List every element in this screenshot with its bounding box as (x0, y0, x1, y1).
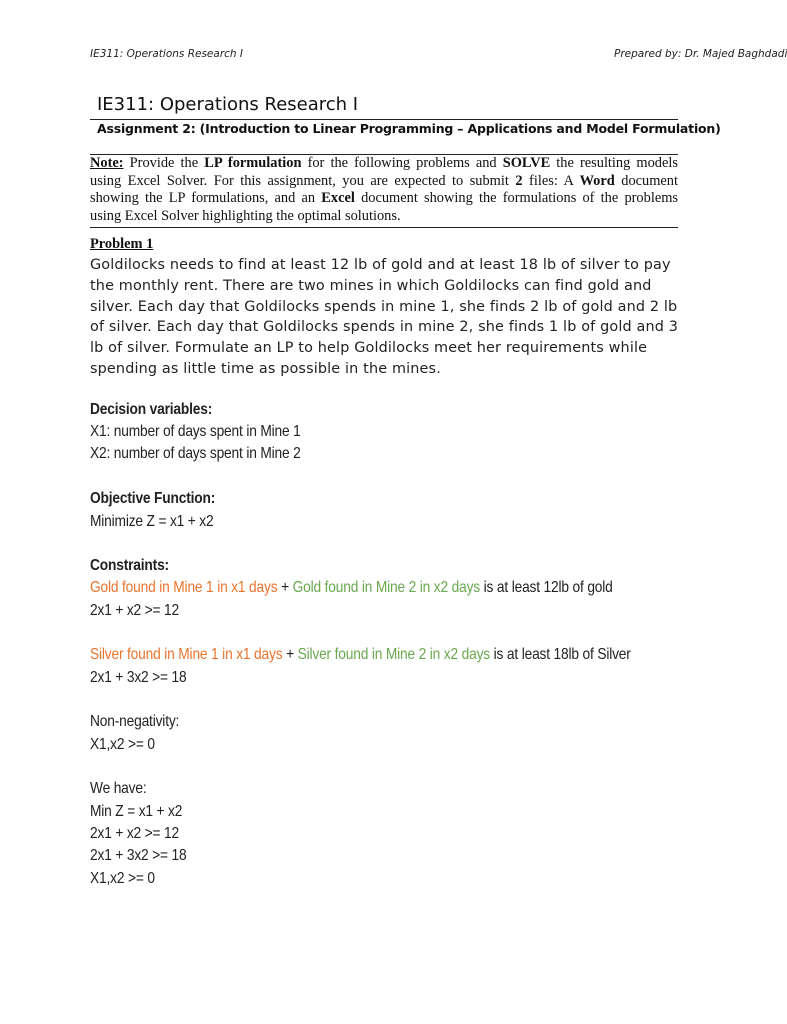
title-rule (90, 119, 678, 120)
note-text: Provide the (123, 155, 205, 171)
note-bold: LP formulation (204, 155, 302, 171)
silver-mine1-phrase: Silver found in Mine 1 in x1 days (90, 646, 283, 663)
gold-mine1-phrase: Gold found in Mine 1 in x1 days (90, 579, 278, 596)
note-text: for the following problems and (301, 155, 503, 171)
assignment-subtitle: Assignment 2: (Introduction to Linear Programming – Applications and Model Formulation) (97, 121, 721, 136)
nonnegativity-constraint: X1,x2 >= 0 (90, 736, 155, 753)
note-text: document showing the LP formulations, and an (90, 172, 678, 207)
plus-sign: + (282, 646, 298, 663)
note-text: files: A (522, 172, 580, 189)
assignment-note (90, 155, 678, 225)
objective-heading: Objective Function: (90, 490, 216, 507)
decision-x2: X2: number of days spent in Mine 2 (90, 445, 301, 462)
summary-silver-constraint: 2x1 + 3x2 >= 18 (90, 847, 187, 864)
silver-mine2-phrase: Silver found in Mine 2 in x2 days (297, 646, 491, 663)
decision-heading: Decision variables: (90, 401, 213, 418)
silver-constraint-description (90, 646, 631, 664)
decision-x1: X1: number of days spent in Mine 1 (90, 423, 301, 440)
nonnegativity-heading: Non-negativity: (90, 713, 180, 730)
note-bottom-rule (90, 227, 678, 228)
note-text: the resulting models using Excel Solver. For this assignment, you are expected to submit (90, 155, 678, 189)
note-text: document showing the formulations of the problems using Excel Solver highlighting the optimal solutions. (90, 190, 679, 224)
summary-gold-constraint: 2x1 + x2 >= 12 (90, 825, 180, 842)
gold-requirement: is at least 12lb of gold (480, 579, 613, 596)
document-title: IE311: Operations Research I (97, 94, 359, 115)
gold-mine2-phrase: Gold found in Mine 2 in x2 days (292, 579, 481, 596)
header-author: Prepared by: Dr. Majed Baghdadi (614, 48, 787, 60)
summary-heading: We have: (90, 780, 147, 797)
summary-objective: Min Z = x1 + x2 (90, 803, 183, 820)
note-bold: SOLVE (502, 155, 551, 171)
objective-text: Minimize Z = x1 + x2 (90, 513, 214, 530)
constraints-heading: Constraints: (90, 557, 169, 574)
problem-label: Problem 1 (90, 236, 154, 252)
header-course: IE311: Operations Research I (90, 48, 244, 60)
note-label: Note: (90, 155, 124, 171)
summary-nonnegativity: X1,x2 >= 0 (90, 870, 155, 887)
silver-constraint-equation: 2x1 + 3x2 >= 18 (90, 669, 187, 686)
problem-statement: Goldilocks needs to find at least 12 lb of gold and at least 18 lb of silver to pay the monthly rent. There are two mines in which Goldilocks can find gold and silver. Each day that Goldilocks spends in mine 1, she finds 2 lb of gold and 2 lb of silver. Each day that Goldilocks spends in mine 2, she finds 1 lb of gold and 3 lb of silver. Formulate an LP to help Goldilocks meet her requirements while spending as little time as possible in the mines. (90, 257, 679, 377)
plus-sign: + (277, 579, 293, 596)
gold-constraint-description (90, 579, 613, 597)
note-bold: 2 (515, 172, 523, 189)
silver-requirement: is at least 18lb of Silver (490, 646, 631, 663)
gold-constraint-equation: 2x1 + x2 >= 12 (90, 602, 180, 619)
note-bold: Excel (321, 190, 355, 207)
note-bold: Word (579, 172, 615, 189)
